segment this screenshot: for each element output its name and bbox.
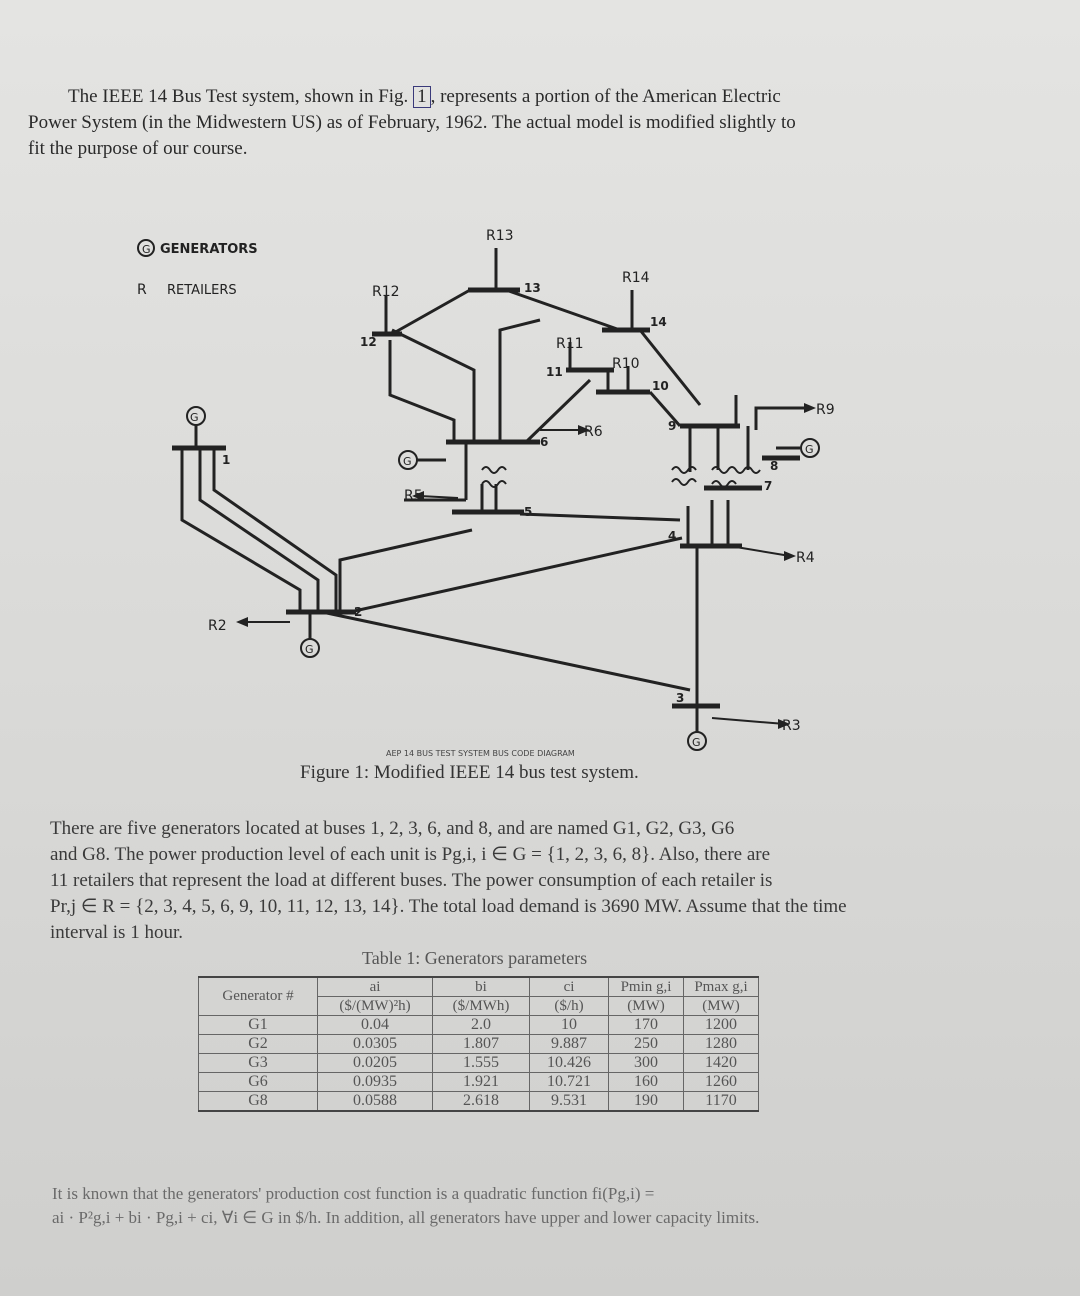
gen-1-label: G — [190, 411, 199, 424]
table-row — [199, 1073, 759, 1092]
header-pmax: Pmax g,i — [684, 977, 759, 997]
cell-c: 9.887 — [530, 1035, 609, 1054]
intro-line-1: The IEEE 14 Bus Test system, shown in Fig. — [68, 86, 409, 107]
cell-b: 2.618 — [433, 1092, 530, 1112]
bus-1-label: 1 — [222, 453, 231, 467]
unit-b: ($/MWh) — [433, 997, 530, 1016]
cell-b: 1.807 — [433, 1035, 530, 1054]
cell-pmax: 1260 — [684, 1073, 759, 1092]
retailer-r9-label: R9 — [816, 402, 835, 418]
retailer-r4-label: R4 — [796, 550, 815, 566]
cell-a: 0.04 — [318, 1016, 433, 1035]
retailer-r14-label: R14 — [622, 270, 650, 286]
bus-13-label: 13 — [524, 281, 541, 295]
para2-line-4: Pr,j ∈ R = {2, 3, 4, 5, 6, 9, 10, 11, 12, 13, 14}. The total load demand is 3690 MW. Assume that the time — [50, 896, 847, 917]
table-row — [199, 1092, 759, 1112]
gen-2-label: G — [305, 643, 314, 656]
intro-line-1b: , represents a portion of the American Electric — [430, 86, 781, 107]
unit-pmin: (MW) — [609, 997, 684, 1016]
cell-b: 2.0 — [433, 1016, 530, 1035]
cell-c: 9.531 — [530, 1092, 609, 1112]
cell-a: 0.0305 — [318, 1035, 433, 1054]
table-row — [199, 1016, 759, 1035]
bus-3-label: 3 — [676, 691, 685, 705]
intro-line-3: fit the purpose of our course. — [28, 138, 248, 159]
retailer-r2-label: R2 — [208, 618, 227, 634]
gen-3-label: G — [692, 736, 701, 749]
retailer-r6-label: R6 — [584, 424, 603, 440]
table-header-row — [199, 977, 759, 997]
cell-pmax: 1170 — [684, 1092, 759, 1112]
para2-line-3: 11 retailers that represent the load at different buses. The power consumption of each retailer is — [50, 870, 773, 891]
cell-pmin: 300 — [609, 1054, 684, 1073]
cell-pmax: 1420 — [684, 1054, 759, 1073]
bus-4-label: 4 — [668, 529, 677, 543]
cell-generator: G6 — [199, 1073, 318, 1092]
header-c: ci — [530, 977, 609, 997]
retailer-r10-label: R10 — [612, 356, 640, 372]
bus-14-label: 14 — [650, 315, 667, 329]
bus-8-label: 8 — [770, 459, 779, 473]
bus-7-label: 7 — [764, 479, 773, 493]
transformer-icon — [672, 467, 696, 473]
bus-11-label: 11 — [546, 365, 563, 379]
cell-generator: G1 — [199, 1016, 318, 1035]
cell-a: 0.0935 — [318, 1073, 433, 1092]
cell-a: 0.0205 — [318, 1054, 433, 1073]
cell-c: 10.721 — [530, 1073, 609, 1092]
cell-a: 0.0588 — [318, 1092, 433, 1112]
diagram-footer-label: AEP 14 BUS TEST SYSTEM BUS CODE DIAGRAM — [386, 749, 575, 758]
bus-2-label: 2 — [354, 605, 363, 619]
retailer-r13-label: R13 — [486, 228, 514, 244]
para2-line-1: There are five generators located at buses 1, 2, 3, 6, and 8, and are named G1, G2, G3, G6 — [50, 818, 735, 839]
header-pmin: Pmin g,i — [609, 977, 684, 997]
legend-generator-label: GENERATORS — [160, 242, 258, 257]
para2-line-2: and G8. The power production level of each unit is Pg,i, i ∈ G = {1, 2, 3, 6, 8}. Also, there are — [50, 844, 771, 865]
generator-parameters-table — [198, 976, 759, 1112]
gen-6-label: G — [403, 455, 412, 468]
figure-caption: Figure 1: Modified IEEE 14 bus test system. — [300, 762, 639, 783]
bus-5-label: 5 — [524, 505, 533, 519]
retailer-r12-label: R12 — [372, 284, 400, 300]
cell-generator: G3 — [199, 1054, 318, 1073]
para3-line-1: It is known that the generators' production cost function is a quadratic function fi(Pg,i) = — [52, 1184, 655, 1203]
cell-pmax: 1200 — [684, 1016, 759, 1035]
cell-b: 1.921 — [433, 1073, 530, 1092]
bus-10-label: 10 — [652, 379, 669, 393]
cell-b: 1.555 — [433, 1054, 530, 1073]
cell-pmin: 160 — [609, 1073, 684, 1092]
legend-retailer-label: RETAILERS — [167, 283, 237, 298]
cell-pmin: 170 — [609, 1016, 684, 1035]
generators-paragraph — [50, 816, 970, 946]
cell-c: 10 — [530, 1016, 609, 1035]
transformer-icon — [482, 467, 506, 473]
cell-pmin: 190 — [609, 1092, 684, 1112]
legend-retailer-symbol: R — [137, 282, 147, 298]
intro-line-2: Power System (in the Midwestern US) as of February, 1962. The actual model is modified slightly to — [28, 112, 796, 133]
figure-reference-link[interactable]: 1 — [413, 86, 431, 108]
table-caption: Table 1: Generators parameters — [362, 948, 588, 968]
gen-8-label: G — [805, 443, 814, 456]
header-b: bi — [433, 977, 530, 997]
bus-6-label: 6 — [540, 435, 549, 449]
retailer-r5-label: R5 — [404, 488, 423, 504]
retailer-r3-label: R3 — [782, 718, 801, 734]
unit-c: ($/h) — [530, 997, 609, 1016]
table-row — [199, 1035, 759, 1054]
cell-pmin: 250 — [609, 1035, 684, 1054]
cell-generator: G2 — [199, 1035, 318, 1054]
bus-12-label: 12 — [360, 335, 377, 349]
cell-c: 10.426 — [530, 1054, 609, 1073]
cell-generator: G8 — [199, 1092, 318, 1112]
table-row — [199, 1054, 759, 1073]
header-a: ai — [318, 977, 433, 997]
unit-pmax: (MW) — [684, 997, 759, 1016]
retailer-r11-label: R11 — [556, 336, 584, 352]
legend-generator-symbol: G — [142, 243, 151, 256]
para3-line-2: ai · P²g,i + bi · Pg,i + ci, ∀i ∈ G in $/h. In addition, all generators have upper and lower capacity limits. — [52, 1208, 760, 1227]
cost-function-paragraph — [52, 1182, 972, 1230]
para2-line-5: interval is 1 hour. — [50, 922, 183, 943]
header-generator: Generator # — [199, 977, 318, 1016]
unit-a: ($/(MW)²h) — [318, 997, 433, 1016]
bus-9-label: 9 — [668, 419, 677, 433]
cell-pmax: 1280 — [684, 1035, 759, 1054]
